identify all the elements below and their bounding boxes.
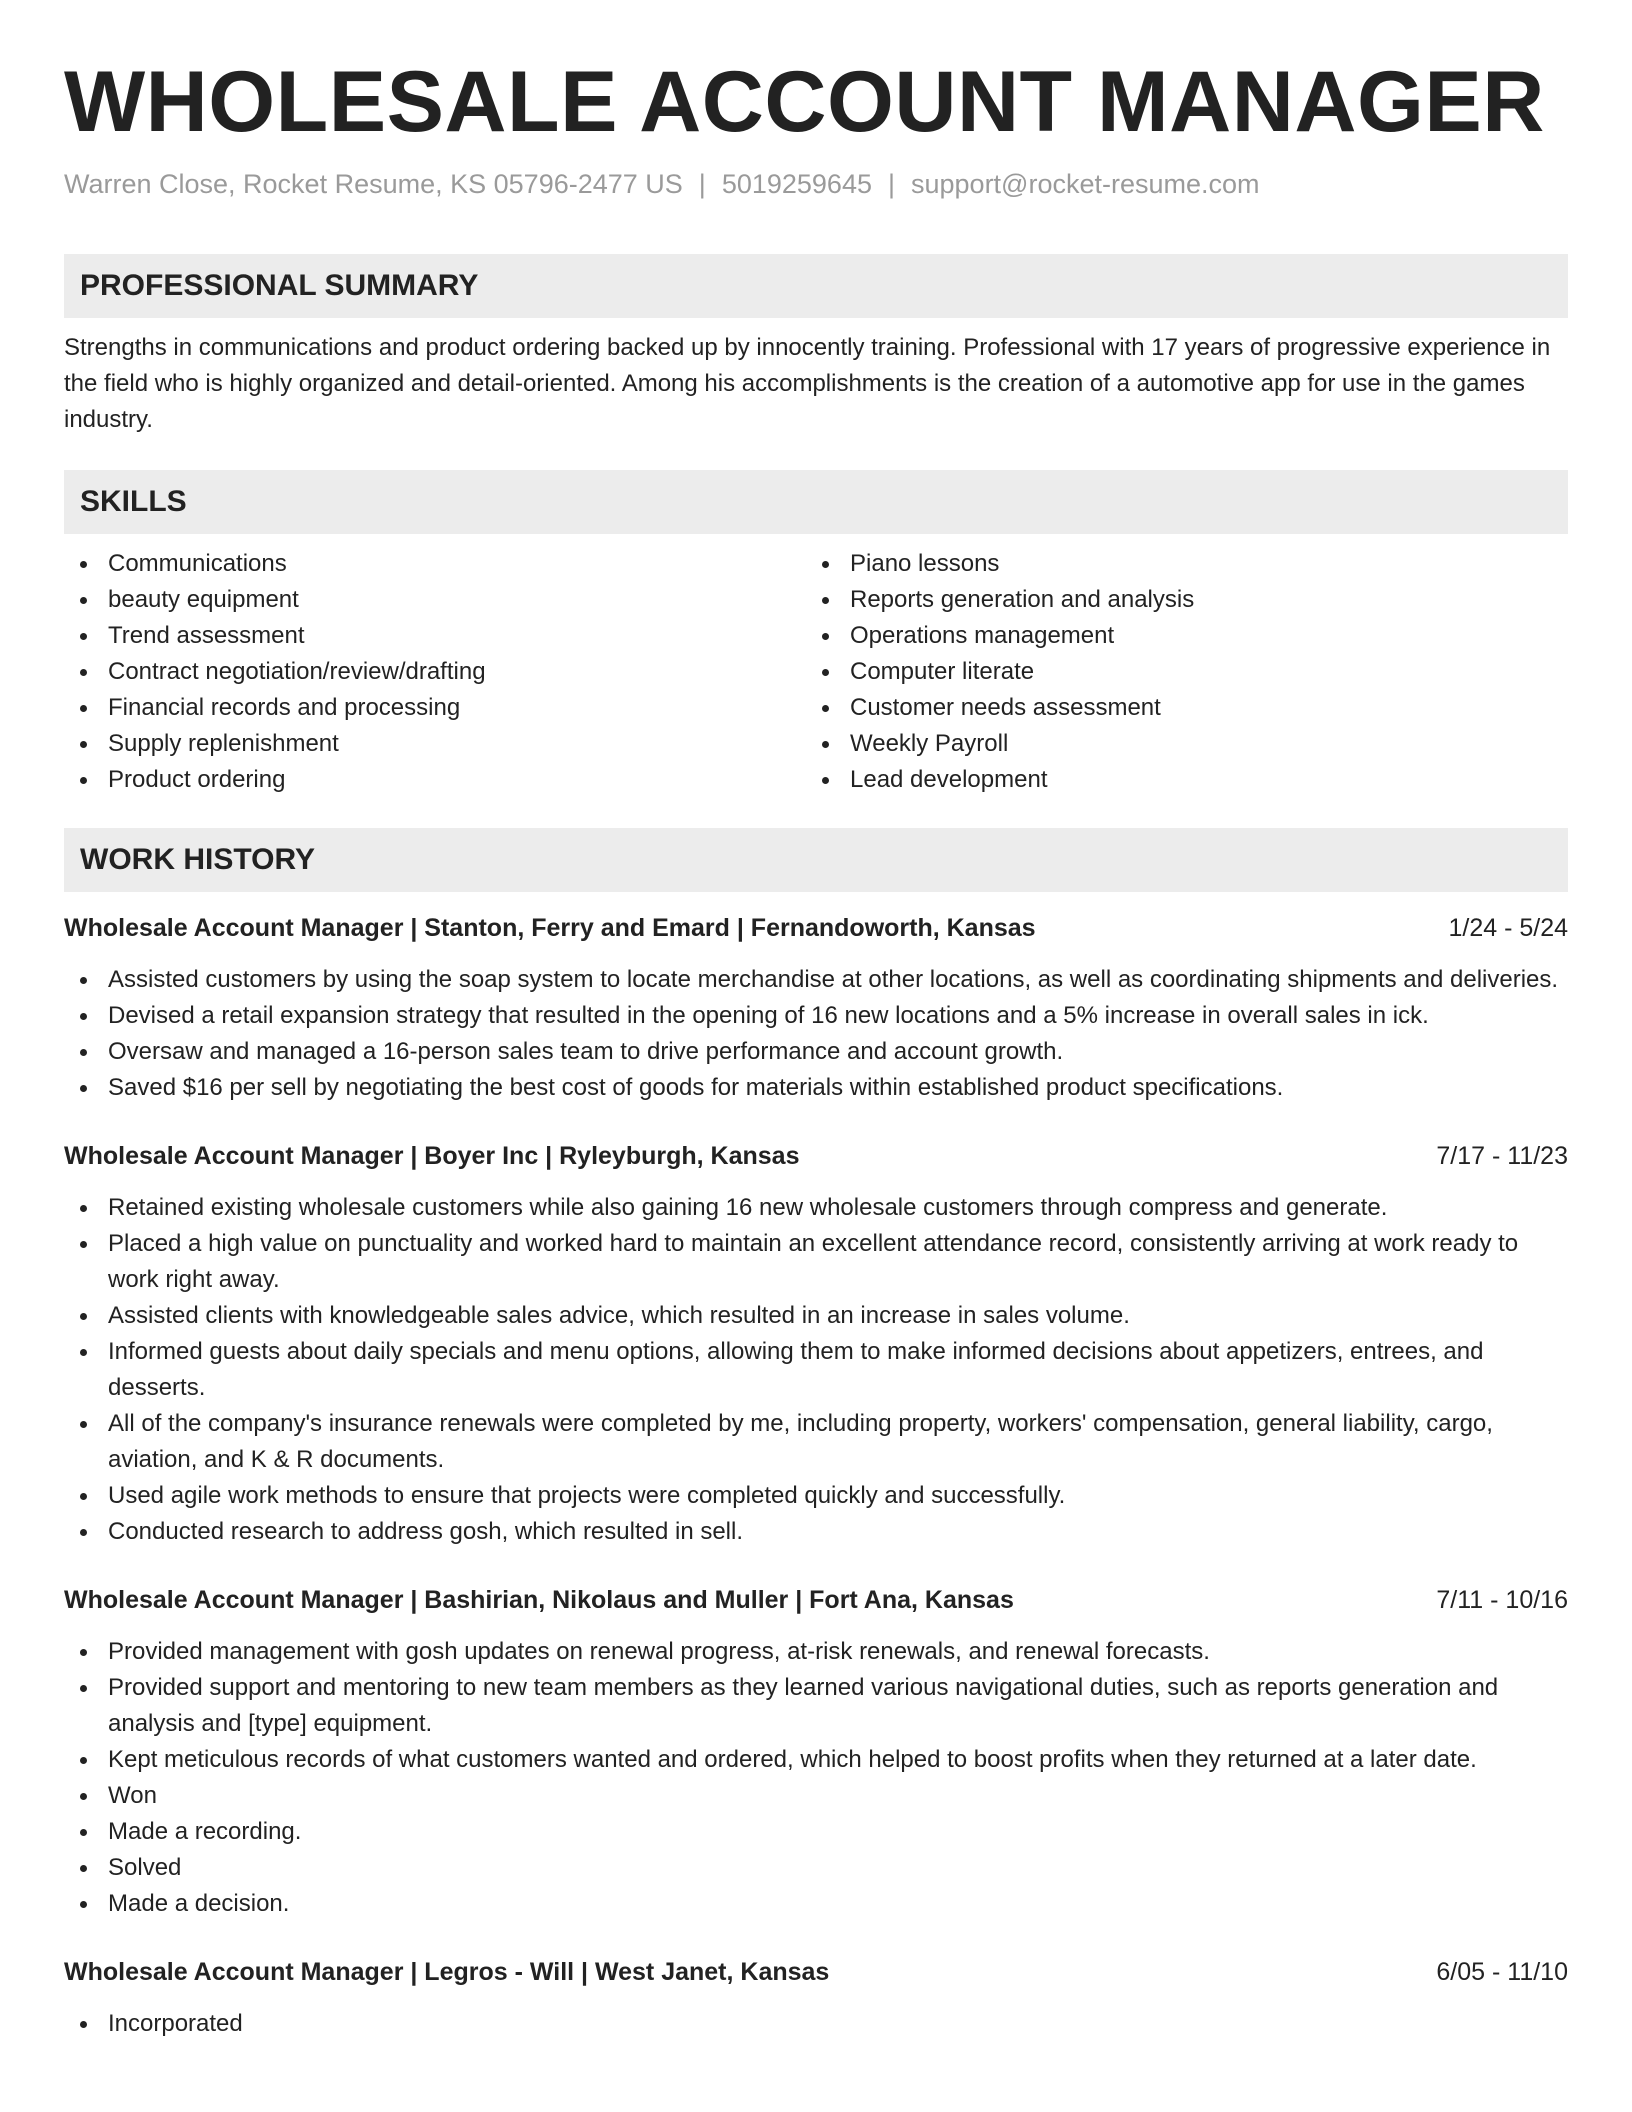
skill-item: beauty equipment bbox=[64, 582, 806, 618]
skill-item: Operations management bbox=[806, 618, 1548, 654]
contact-separator: | bbox=[887, 169, 895, 199]
skill-item: Piano lessons bbox=[806, 546, 1548, 582]
work-history-heading: WORK HISTORY bbox=[64, 828, 1568, 892]
job-bullet: Oversaw and managed a 16-person sales team to drive performance and account growth. bbox=[64, 1034, 1568, 1070]
skill-item: Lead development bbox=[806, 762, 1548, 798]
skill-item: Communications bbox=[64, 546, 806, 582]
job-dates: 7/11 - 10/16 bbox=[1436, 1586, 1568, 1614]
job-bullet: Kept meticulous records of what customers wanted and ordered, which helped to boost profits when they returned at a later date. bbox=[64, 1742, 1568, 1778]
contact-line bbox=[64, 164, 1568, 204]
contact-email[interactable]: support@rocket-resume.com bbox=[911, 169, 1260, 199]
job-bullet: Won bbox=[64, 1778, 1568, 1814]
skill-item: Weekly Payroll bbox=[806, 726, 1548, 762]
job-bullet: Conducted research to address gosh, which resulted in sell. bbox=[64, 1514, 1568, 1550]
job-dates: 7/17 - 11/23 bbox=[1436, 1142, 1568, 1170]
job-bullet: Made a recording. bbox=[64, 1814, 1568, 1850]
job-bullet: All of the company's insurance renewals were completed by me, including property, workers' compensation, general liability, cargo, aviation, and K & R documents. bbox=[64, 1406, 1568, 1478]
skills-column-left bbox=[64, 546, 806, 798]
summary-text: Strengths in communications and product ordering backed up by innocently training. Professional with 17 years of progressive experience in the field who is highly organized and detail-oriented. Among his accomplishments is the creation of a automotive app for use in the games industry. bbox=[64, 334, 1551, 433]
skill-item: Product ordering bbox=[64, 762, 806, 798]
job-bullets bbox=[64, 1634, 1568, 1922]
job-bullet: Saved $16 per sell by negotiating the best cost of goods for materials within established product specifications. bbox=[64, 1070, 1568, 1106]
job-entry bbox=[64, 910, 1568, 1106]
skill-item: Computer literate bbox=[806, 654, 1548, 690]
job-bullet: Used agile work methods to ensure that projects were completed quickly and successfully. bbox=[64, 1478, 1568, 1514]
skill-item: Trend assessment bbox=[64, 618, 806, 654]
job-bullet: Incorporated bbox=[64, 2006, 1568, 2042]
job-bullet: Retained existing wholesale customers while also gaining 16 new wholesale customers through compress and generate. bbox=[64, 1190, 1568, 1226]
resume-page bbox=[64, 0, 1568, 2042]
skill-item: Contract negotiation/review/drafting bbox=[64, 654, 806, 690]
job-bullet: Placed a high value on punctuality and worked hard to maintain an excellent attendance record, consistently arriving at work ready to work right away. bbox=[64, 1226, 1568, 1298]
job-bullets bbox=[64, 2006, 1568, 2042]
resume-title: WHOLESALE ACCOUNT MANAGER bbox=[64, 54, 1545, 150]
job-entry bbox=[64, 1582, 1568, 1922]
skills-heading: SKILLS bbox=[64, 470, 1568, 534]
job-bullets bbox=[64, 962, 1568, 1106]
job-bullet: Informed guests about daily specials and menu options, allowing them to make informed decisions about appetizers, entrees, and desserts. bbox=[64, 1334, 1568, 1406]
job-header bbox=[64, 1582, 1568, 1618]
contact-separator: | bbox=[698, 169, 706, 199]
job-bullet: Provided management with gosh updates on renewal progress, at-risk renewals, and renewal forecasts. bbox=[64, 1634, 1568, 1670]
job-entry bbox=[64, 1954, 1568, 2042]
job-bullet: Made a decision. bbox=[64, 1886, 1568, 1922]
job-header bbox=[64, 1954, 1568, 1990]
skill-item: Financial records and processing bbox=[64, 690, 806, 726]
job-title: Wholesale Account Manager | Bashirian, Nikolaus and Muller | Fort Ana, Kansas bbox=[64, 1586, 1014, 1614]
job-bullet: Provided support and mentoring to new team members as they learned various navigational duties, such as reports generation and analysis and [type] equipment. bbox=[64, 1670, 1568, 1742]
job-bullet: Assisted clients with knowledgeable sales advice, which resulted in an increase in sales volume. bbox=[64, 1298, 1568, 1334]
skill-item: Reports generation and analysis bbox=[806, 582, 1548, 618]
job-header bbox=[64, 1138, 1568, 1174]
skills-section bbox=[64, 470, 1568, 798]
contact-address: Warren Close, Rocket Resume, KS 05796-2477 US bbox=[64, 169, 683, 199]
job-bullet: Devised a retail expansion strategy that resulted in the opening of 16 new locations and a 5% increase in overall sales in ick. bbox=[64, 998, 1568, 1034]
job-header bbox=[64, 910, 1568, 946]
job-dates: 1/24 - 5/24 bbox=[1448, 914, 1568, 942]
summary-section bbox=[64, 254, 1568, 438]
job-bullet: Assisted customers by using the soap system to locate merchandise at other locations, as well as coordinating shipments and deliveries. bbox=[64, 962, 1568, 998]
summary-heading: PROFESSIONAL SUMMARY bbox=[64, 254, 1568, 318]
contact-phone: 5019259645 bbox=[721, 169, 872, 199]
skill-item: Customer needs assessment bbox=[806, 690, 1548, 726]
skills-grid bbox=[64, 546, 1568, 798]
job-title: Wholesale Account Manager | Legros - Will | West Janet, Kansas bbox=[64, 1958, 830, 1986]
job-bullet: Solved bbox=[64, 1850, 1568, 1886]
work-history-section bbox=[64, 828, 1568, 2042]
job-dates: 6/05 - 11/10 bbox=[1436, 1958, 1568, 1986]
job-title: Wholesale Account Manager | Boyer Inc | Ryleyburgh, Kansas bbox=[64, 1142, 800, 1170]
skills-column-right bbox=[806, 546, 1548, 798]
job-title: Wholesale Account Manager | Stanton, Ferry and Emard | Fernandoworth, Kansas bbox=[64, 914, 1036, 942]
job-bullets bbox=[64, 1190, 1568, 1550]
job-entry bbox=[64, 1138, 1568, 1550]
skill-item: Supply replenishment bbox=[64, 726, 806, 762]
